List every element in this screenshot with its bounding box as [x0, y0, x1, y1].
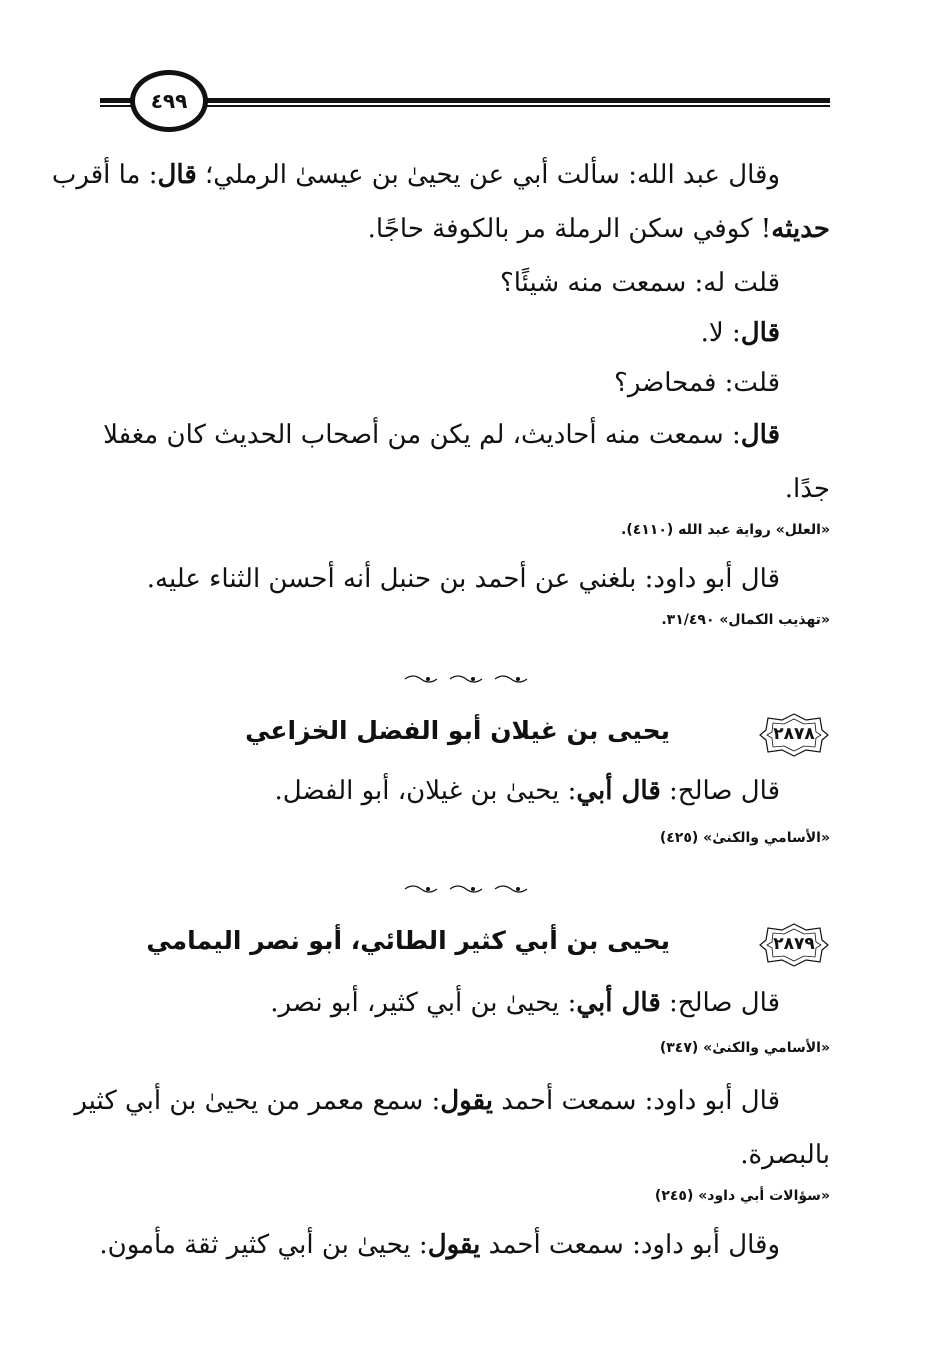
question-line: قلت: فمحاضر؟	[614, 368, 780, 398]
text-run: قال صالح:	[660, 988, 780, 1018]
answer-line	[100, 408, 780, 462]
citation: «الأسامي والكنىٰ» (٣٤٧)	[659, 1040, 830, 1056]
text-run: : لا.	[700, 318, 741, 348]
entry-number-badge	[758, 922, 830, 968]
paragraph-line-continuation: بالبصرة.	[740, 1140, 830, 1170]
citation: «سؤالات أبي داود» (٢٤٥)	[654, 1188, 830, 1204]
citation: «العلل» رواية عبد الله (٤١١٠).	[621, 522, 830, 538]
text-run: : ما أقرب	[51, 160, 158, 190]
paragraph-line: قال أبو داود: بلغني عن أحمد بن حنبل أنه أحسن الثناء عليه.	[146, 564, 780, 594]
entry-heading	[100, 712, 830, 762]
text-run: : يحيىٰ بن أبي كثير، أبو نصر.	[270, 988, 577, 1018]
text-run: وقال عبد الله: سألت أبي عن يحيىٰ بن عيسىٰ الرملي؛	[196, 160, 780, 190]
paragraph-line	[100, 976, 780, 1030]
text-run: : سمع معمر من يحيىٰ بن أبي كثير	[74, 1086, 441, 1116]
ornament-graphic	[400, 883, 540, 895]
ornament-graphic	[400, 673, 540, 685]
text-run: قال صالح:	[660, 776, 780, 806]
citation: «تهذيب الكمال» ٣١/٤٩٠.	[661, 612, 830, 628]
entry-heading	[100, 922, 830, 972]
section-ornament	[400, 880, 540, 892]
entry-number: ٢٨٧٩	[773, 934, 815, 954]
keyword: قال	[740, 318, 780, 348]
text-run: وقال أبو داود: سمعت أحمد	[480, 1230, 780, 1260]
keyword: يقول	[427, 1230, 481, 1260]
keyword: قال أبي	[576, 776, 661, 806]
paragraph-line	[100, 1218, 780, 1272]
section-ornament	[400, 670, 540, 682]
entry-number: ٢٨٧٨	[773, 724, 815, 744]
text-run: : يحيىٰ بن أبي كثير ثقة مأمون.	[99, 1230, 428, 1260]
paragraph-line	[74, 1074, 780, 1128]
answer-line	[100, 306, 780, 360]
text-run: ! كوفي سكن الرملة مر بالكوفة حاجًا.	[367, 214, 772, 244]
citation: «الأسامي والكنىٰ» (٤٢٥)	[659, 830, 830, 846]
paragraph-line	[51, 148, 780, 202]
entry-title: يحيى بن أبي كثير الطائي، أبو نصر اليمامي	[146, 926, 670, 955]
paragraph-line	[100, 202, 830, 256]
header-rule	[100, 98, 830, 108]
entry-title: يحيى بن غيلان أبو الفضل الخزاعي	[245, 716, 670, 745]
keyword: قال	[157, 160, 197, 190]
text-run: قال أبو داود: سمعت أحمد	[492, 1086, 780, 1116]
keyword: حديثه	[771, 214, 830, 244]
keyword: قال	[740, 420, 780, 450]
text-run: : سمعت منه أحاديث، لم يكن من أصحاب الحديث كان مغفلا	[103, 420, 741, 450]
text-run: : يحيىٰ بن غيلان، أبو الفضل.	[274, 776, 577, 806]
question-line: قلت له: سمعت منه شيئًا؟	[499, 268, 780, 298]
keyword: قال أبي	[576, 988, 661, 1018]
page-number-badge	[130, 70, 208, 132]
entry-number-badge	[758, 712, 830, 758]
paragraph-line	[100, 764, 780, 818]
page-number: ٤٩٩	[150, 89, 188, 113]
keyword: يقول	[440, 1086, 493, 1116]
answer-line-continuation: جدًا.	[784, 474, 830, 504]
